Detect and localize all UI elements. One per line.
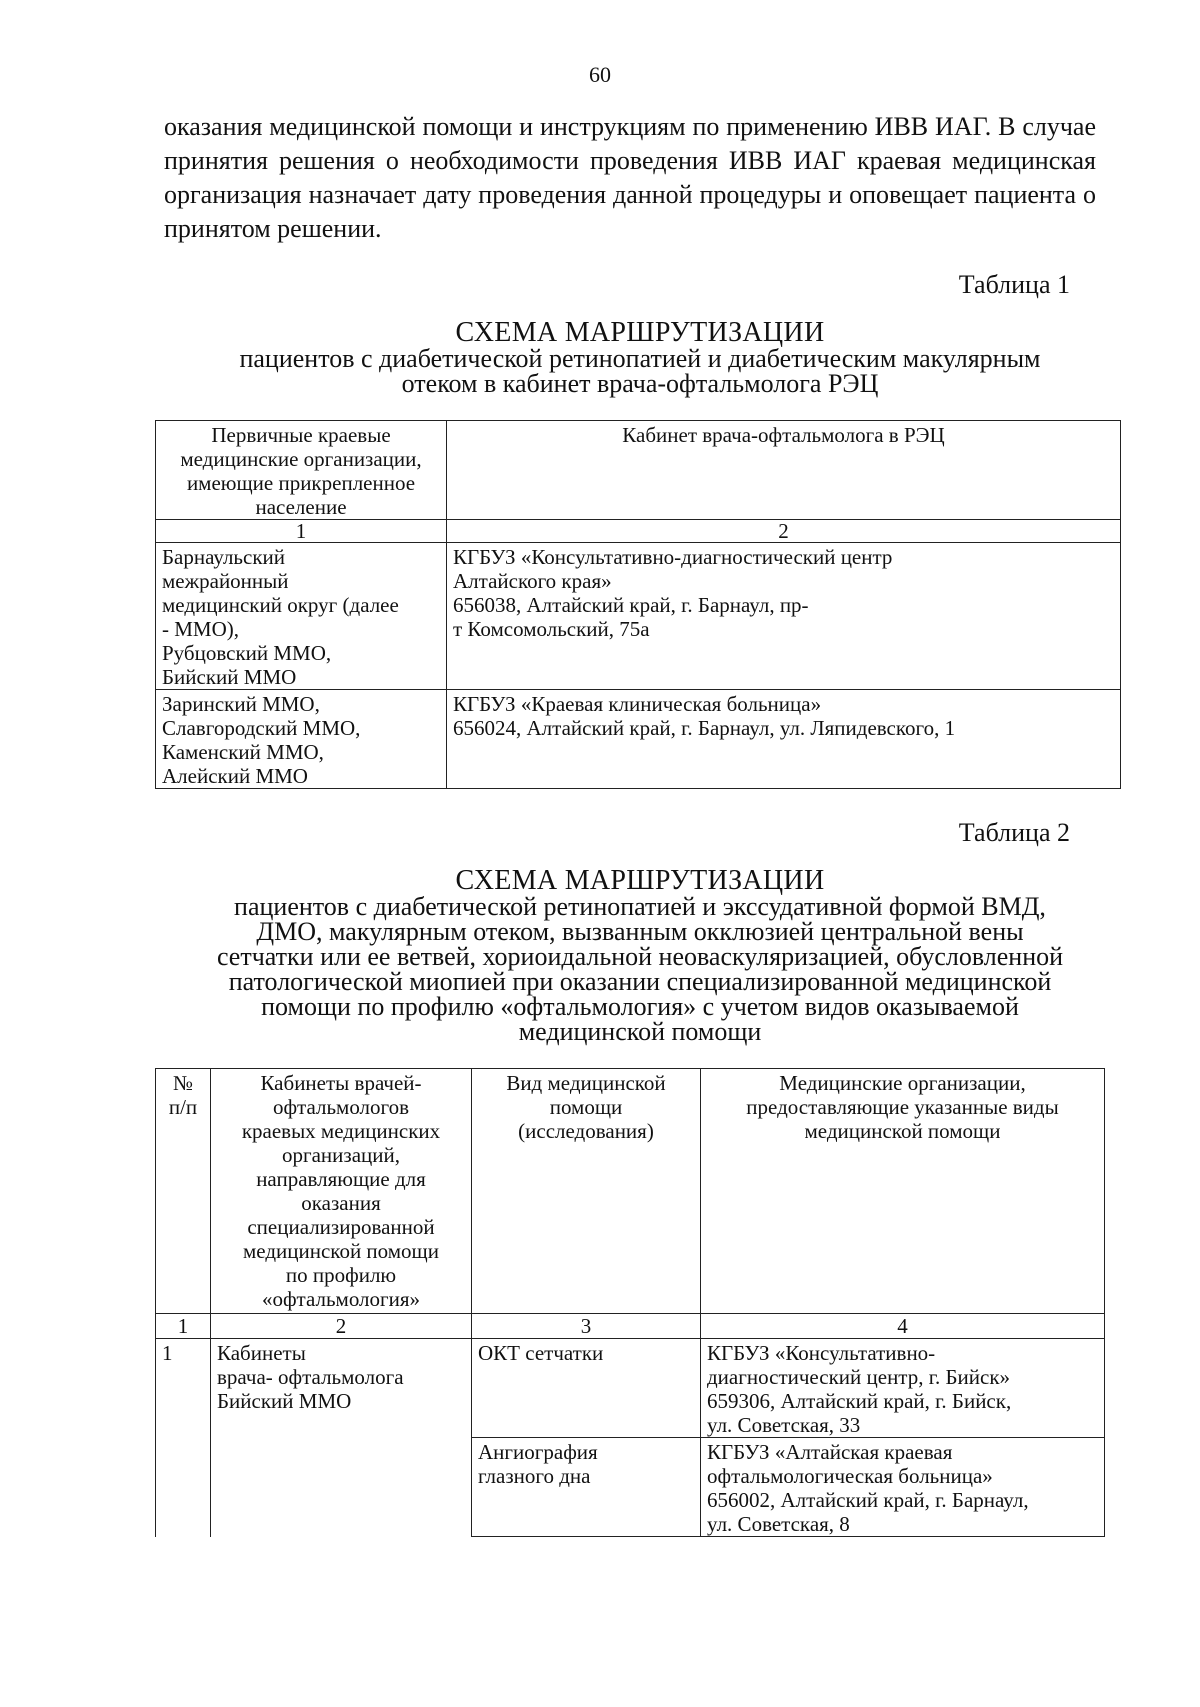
cell-line: офтальмологов (272, 1095, 410, 1119)
cell-line: ул. Советская, 33 (707, 1413, 861, 1437)
routing-table-1 (155, 420, 1121, 789)
office-cell (447, 543, 1121, 690)
cell-line: ОКТ сетчатки (478, 1341, 604, 1365)
provider-cell (701, 1339, 1105, 1438)
cell-line: № (172, 1071, 194, 1095)
column-number: 3 (472, 1314, 701, 1339)
cell-line: по профилю (285, 1263, 397, 1287)
cell-line: Алтайского края» (453, 569, 612, 593)
header-referring-offices (211, 1069, 472, 1314)
header-number (156, 1069, 211, 1314)
cell-line: КГБУЗ «Консультативно- (707, 1341, 936, 1365)
column-number-row (156, 520, 1121, 543)
cell-line: врача- офтальмолога (217, 1365, 404, 1389)
table2-subtitle (150, 894, 1130, 1044)
table2-label: Таблица 2 (958, 818, 1070, 847)
cell-line: офтальмологическая больница» (707, 1464, 993, 1488)
cell-line: медицинский округ (далее (162, 593, 399, 617)
cell-line: краевых медицинских (241, 1119, 441, 1143)
subtitle-line: отеком в кабинет врача-офтальмолога РЭЦ (401, 369, 879, 398)
organizations-cell (156, 543, 447, 690)
header-ophthalmologist-office: Кабинет врача-офтальмолога в РЭЦ (447, 421, 1121, 520)
cell-line: глазного дна (478, 1464, 591, 1488)
cell-line: организаций, (282, 1143, 400, 1167)
cell-line: ул. Советская, 8 (707, 1512, 850, 1536)
subtitle-line: медицинской помощи (518, 1017, 762, 1046)
table2-title: СХЕМА МАРШРУТИЗАЦИИ (455, 865, 825, 896)
subtitle-line: пациентов с диабетической ретинопатией и диабетическим макулярным (239, 344, 1041, 373)
cell-line: 656024, Алтайский край, г. Барнаул, ул. Ляпидевского, 1 (453, 716, 956, 740)
row-number: 1 (156, 1339, 211, 1537)
cell-line: 659306, Алтайский край, г. Бийск, (707, 1389, 1012, 1413)
cell-line: 656002, Алтайский край, г. Барнаул, (707, 1488, 1029, 1512)
cell-line: Бийский ММО (217, 1389, 352, 1413)
table1-label: Таблица 1 (958, 270, 1070, 299)
cell-line: Заринский ММО, (162, 692, 320, 716)
page-number: 60 (589, 62, 611, 87)
office-cell (447, 690, 1121, 789)
cell-line: Ангиография (478, 1440, 598, 1464)
care-type-cell (472, 1339, 701, 1438)
subtitle-line: ДМО, макулярным отеком, вызванным окклюзией центральной вены (256, 917, 1024, 946)
table1-title: СХЕМА МАРШРУТИЗАЦИИ (455, 317, 825, 348)
cell-line: - ММО), (162, 617, 239, 641)
table-row (156, 690, 1121, 789)
header-primary-organizations: Первичные краевые медицинские организации, имеющие прикрепленное население (156, 421, 447, 520)
cell-line: медицинской помощи (243, 1239, 439, 1263)
cell-line: медицинской помощи (804, 1119, 1001, 1143)
cell-line: Вид медицинской (506, 1071, 666, 1095)
header-providers (701, 1069, 1105, 1314)
column-number: 1 (156, 1314, 211, 1339)
referring-office-cell (211, 1339, 472, 1537)
routing-table-2 (155, 1068, 1105, 1537)
cell-line: КГБУЗ «Консультативно-диагностический центр (453, 545, 893, 569)
subtitle-line: патологической миопией при оказании специализированной медицинской (228, 967, 1052, 996)
cell-line: оказания (301, 1191, 381, 1215)
cell-line: Медицинские организации, (779, 1071, 1026, 1095)
cell-line: межрайонный (162, 569, 289, 593)
column-number: 2 (447, 520, 1121, 543)
table-header-row (156, 1069, 1105, 1314)
subtitle-line: помощи по профилю «офтальмология» с учетом видов оказываемой (261, 992, 1019, 1021)
cell-line: Рубцовский ММО, (162, 641, 332, 665)
organizations-cell (156, 690, 447, 789)
subtitle-line: сетчатки или ее ветвей, хориоидальной неоваскуляризацией, обусловленной (216, 942, 1064, 971)
table-row (156, 543, 1121, 690)
table-row (156, 1339, 1105, 1438)
table1-subtitle (150, 346, 1130, 396)
cell-line: Бийский ММО (162, 665, 297, 689)
provider-cell (701, 1438, 1105, 1537)
cell-line: Алейский ММО (162, 764, 308, 788)
cell-line: диагностический центр, г. Бийск» (707, 1365, 1011, 1389)
cell-line: «офтальмология» (261, 1287, 421, 1311)
cell-line: КГБУЗ «Алтайская краевая (707, 1440, 953, 1464)
cell-line: (исследования) (518, 1119, 654, 1143)
cell-line: помощи (549, 1095, 623, 1119)
cell-line: 656038, Алтайский край, г. Барнаул, пр- (453, 593, 809, 617)
cell-line: Каменский ММО, (162, 740, 324, 764)
cell-line: КГБУЗ «Краевая клиническая больница» (453, 692, 822, 716)
cell-line: направляющие для (256, 1167, 426, 1191)
header-care-type (472, 1069, 701, 1314)
cell-line: Барнаульский (162, 545, 286, 569)
column-number-row (156, 1314, 1105, 1339)
table-header-row (156, 421, 1121, 520)
cell-line: Кабинеты (217, 1341, 306, 1365)
cell-line: Кабинеты врачей- (260, 1071, 422, 1095)
cell-line: т Комсомольский, 75а (453, 617, 650, 641)
column-number: 2 (211, 1314, 472, 1339)
cell-line: п/п (168, 1095, 198, 1119)
cell-line: Славгородский ММО, (162, 716, 361, 740)
subtitle-line: пациентов с диабетической ретинопатией и экссудативной формой ВМД, (234, 892, 1046, 921)
column-number: 1 (156, 520, 447, 543)
intro-paragraph: оказания медицинской помощи и инструкциям по применению ИВВ ИАГ. В случае принятия решения о необходимости проведения ИВВ ИАГ краевая медицинская организация назначает дату проведения данной процедуры и оповещает пациента о принятом решении. (164, 112, 1096, 243)
cell-line: специализированной (247, 1215, 435, 1239)
care-type-cell (472, 1438, 701, 1537)
cell-line: предоставляющие указанные виды (746, 1095, 1059, 1119)
column-number: 4 (701, 1314, 1105, 1339)
